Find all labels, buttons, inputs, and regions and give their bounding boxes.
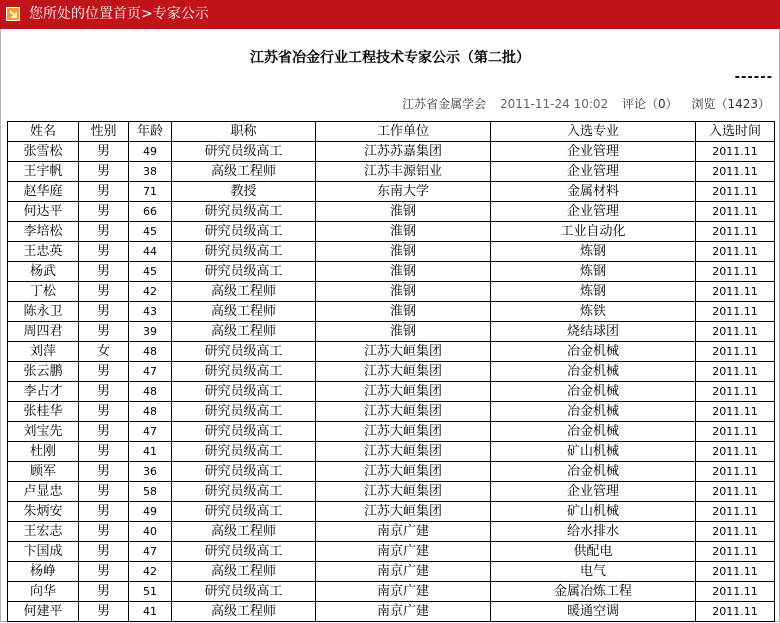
cell-specialty: 暖通空调 bbox=[491, 602, 696, 622]
cell-specialty: 矿山机械 bbox=[491, 442, 696, 462]
cell-title: 高级工程师 bbox=[172, 602, 316, 622]
cell-title: 研究员级高工 bbox=[172, 402, 316, 422]
breadcrumb-bar bbox=[0, 0, 780, 29]
article-meta bbox=[392, 95, 770, 112]
cell-specialty: 冶金机械 bbox=[491, 382, 696, 402]
cell-title: 研究员级高工 bbox=[172, 362, 316, 382]
table-row bbox=[8, 382, 775, 402]
cell-age: 48 bbox=[129, 402, 172, 422]
cell-gender: 男 bbox=[79, 502, 129, 522]
cell-title: 研究员级高工 bbox=[172, 202, 316, 222]
cell-date: 2011.11 bbox=[696, 202, 775, 222]
cell-employer: 江苏大峘集团 bbox=[316, 442, 491, 462]
cell-date: 2011.11 bbox=[696, 522, 775, 542]
cell-date: 2011.11 bbox=[696, 242, 775, 262]
cell-gender: 男 bbox=[79, 142, 129, 162]
cell-name: 周四君 bbox=[8, 322, 79, 342]
cell-gender: 男 bbox=[79, 302, 129, 322]
cell-age: 49 bbox=[129, 142, 172, 162]
cell-date: 2011.11 bbox=[696, 482, 775, 502]
cell-date: 2011.11 bbox=[696, 362, 775, 382]
cell-specialty: 金属冶炼工程 bbox=[491, 582, 696, 602]
cell-title: 高级工程师 bbox=[172, 522, 316, 542]
cell-title: 研究员级高工 bbox=[172, 222, 316, 242]
cell-gender: 男 bbox=[79, 282, 129, 302]
cell-date: 2011.11 bbox=[696, 402, 775, 422]
table-row bbox=[8, 462, 775, 482]
cell-specialty: 炼钢 bbox=[491, 242, 696, 262]
cell-title: 高级工程师 bbox=[172, 302, 316, 322]
cell-title: 研究员级高工 bbox=[172, 582, 316, 602]
cell-gender: 男 bbox=[79, 402, 129, 422]
table-row bbox=[8, 422, 775, 442]
table-row bbox=[8, 322, 775, 342]
cell-gender: 男 bbox=[79, 322, 129, 342]
cell-employer: 东南大学 bbox=[316, 182, 491, 202]
cell-date: 2011.11 bbox=[696, 282, 775, 302]
cell-date: 2011.11 bbox=[696, 462, 775, 482]
cell-name: 何建平 bbox=[8, 602, 79, 622]
cell-age: 38 bbox=[129, 162, 172, 182]
header-gender: 性别 bbox=[79, 122, 129, 142]
cell-specialty: 冶金机械 bbox=[491, 402, 696, 422]
cell-age: 47 bbox=[129, 362, 172, 382]
cell-date: 2011.11 bbox=[696, 322, 775, 342]
cell-title: 教授 bbox=[172, 182, 316, 202]
cell-gender: 男 bbox=[79, 542, 129, 562]
experts-table bbox=[7, 121, 775, 622]
cell-age: 58 bbox=[129, 482, 172, 502]
cell-age: 71 bbox=[129, 182, 172, 202]
cell-title: 高级工程师 bbox=[172, 282, 316, 302]
cell-specialty: 冶金机械 bbox=[491, 422, 696, 442]
table-row bbox=[8, 182, 775, 202]
cell-employer: 淮钢 bbox=[316, 322, 491, 342]
comments-link[interactable]: 评论（0） bbox=[621, 97, 678, 111]
table-row bbox=[8, 582, 775, 602]
cell-name: 王忠英 bbox=[8, 242, 79, 262]
cell-employer: 江苏丰源铝业 bbox=[316, 162, 491, 182]
cell-name: 张桂华 bbox=[8, 402, 79, 422]
cell-age: 51 bbox=[129, 582, 172, 602]
table-row bbox=[8, 342, 775, 362]
cell-specialty: 炼铁 bbox=[491, 302, 696, 322]
cell-name: 王宇帆 bbox=[8, 162, 79, 182]
table-row bbox=[8, 302, 775, 322]
table-row bbox=[8, 522, 775, 542]
cell-employer: 淮钢 bbox=[316, 282, 491, 302]
header-age: 年龄 bbox=[129, 122, 172, 142]
table-row bbox=[8, 282, 775, 302]
cell-age: 39 bbox=[129, 322, 172, 342]
header-specialty: 入选专业 bbox=[491, 122, 696, 142]
arrow-icon bbox=[6, 7, 20, 21]
cell-gender: 女 bbox=[79, 342, 129, 362]
cell-specialty: 矿山机械 bbox=[491, 502, 696, 522]
cell-employer: 江苏大峘集团 bbox=[316, 482, 491, 502]
cell-title: 研究员级高工 bbox=[172, 462, 316, 482]
cell-gender: 男 bbox=[79, 482, 129, 502]
table-row bbox=[8, 262, 775, 282]
cell-gender: 男 bbox=[79, 462, 129, 482]
cell-gender: 男 bbox=[79, 562, 129, 582]
cell-specialty: 冶金机械 bbox=[491, 362, 696, 382]
cell-employer: 江苏大峘集团 bbox=[316, 402, 491, 422]
cell-specialty: 炼钢 bbox=[491, 282, 696, 302]
article-source: 江苏省金属学会 bbox=[402, 97, 487, 111]
cell-employer: 江苏大峘集团 bbox=[316, 502, 491, 522]
cell-employer: 江苏大峘集团 bbox=[316, 462, 491, 482]
table-row bbox=[8, 242, 775, 262]
cell-name: 顾军 bbox=[8, 462, 79, 482]
cell-title: 研究员级高工 bbox=[172, 422, 316, 442]
cell-date: 2011.11 bbox=[696, 562, 775, 582]
cell-gender: 男 bbox=[79, 182, 129, 202]
cell-specialty: 企业管理 bbox=[491, 142, 696, 162]
cell-specialty: 企业管理 bbox=[491, 482, 696, 502]
cell-employer: 江苏大峘集团 bbox=[316, 422, 491, 442]
breadcrumb-home-link[interactable]: 首页 bbox=[113, 6, 141, 22]
cell-employer: 江苏大峘集团 bbox=[316, 382, 491, 402]
cell-age: 40 bbox=[129, 522, 172, 542]
table-row bbox=[8, 542, 775, 562]
cell-name: 李占才 bbox=[8, 382, 79, 402]
cell-employer: 南京广建 bbox=[316, 602, 491, 622]
cell-date: 2011.11 bbox=[696, 442, 775, 462]
cell-title: 研究员级高工 bbox=[172, 142, 316, 162]
cell-gender: 男 bbox=[79, 582, 129, 602]
cell-name: 刘萍 bbox=[8, 342, 79, 362]
cell-name: 丁松 bbox=[8, 282, 79, 302]
cell-name: 杜刚 bbox=[8, 442, 79, 462]
breadcrumb-prefix: 您所处的位置 bbox=[29, 6, 113, 22]
cell-date: 2011.11 bbox=[696, 302, 775, 322]
cell-title: 研究员级高工 bbox=[172, 382, 316, 402]
cell-age: 44 bbox=[129, 242, 172, 262]
cell-gender: 男 bbox=[79, 162, 129, 182]
cell-age: 41 bbox=[129, 602, 172, 622]
cell-age: 45 bbox=[129, 262, 172, 282]
cell-employer: 江苏大峘集团 bbox=[316, 362, 491, 382]
cell-gender: 男 bbox=[79, 202, 129, 222]
cell-name: 张云鹏 bbox=[8, 362, 79, 382]
cell-title: 研究员级高工 bbox=[172, 442, 316, 462]
cell-specialty: 烧结球团 bbox=[491, 322, 696, 342]
cell-date: 2011.11 bbox=[696, 502, 775, 522]
cell-age: 48 bbox=[129, 342, 172, 362]
breadcrumb-separator: > bbox=[141, 6, 153, 22]
cell-date: 2011.11 bbox=[696, 422, 775, 442]
cell-title: 研究员级高工 bbox=[172, 542, 316, 562]
cell-title: 研究员级高工 bbox=[172, 262, 316, 282]
cell-gender: 男 bbox=[79, 442, 129, 462]
table-row bbox=[8, 442, 775, 462]
cell-name: 刘宝先 bbox=[8, 422, 79, 442]
breadcrumb-current[interactable]: 专家公示 bbox=[152, 6, 209, 22]
cell-name: 卢显忠 bbox=[8, 482, 79, 502]
cell-gender: 男 bbox=[79, 242, 129, 262]
cell-age: 42 bbox=[129, 282, 172, 302]
title-dashes: ------ bbox=[734, 70, 773, 85]
cell-gender: 男 bbox=[79, 522, 129, 542]
table-row bbox=[8, 202, 775, 222]
cell-name: 向华 bbox=[8, 582, 79, 602]
cell-gender: 男 bbox=[79, 222, 129, 242]
table-row bbox=[8, 222, 775, 242]
cell-age: 66 bbox=[129, 202, 172, 222]
cell-gender: 男 bbox=[79, 422, 129, 442]
cell-gender: 男 bbox=[79, 602, 129, 622]
cell-date: 2011.11 bbox=[696, 602, 775, 622]
cell-name: 杨峥 bbox=[8, 562, 79, 582]
table-header-row bbox=[8, 122, 775, 142]
views-count: 浏览（1423） bbox=[691, 97, 770, 111]
cell-employer: 淮钢 bbox=[316, 242, 491, 262]
cell-gender: 男 bbox=[79, 382, 129, 402]
cell-specialty: 供配电 bbox=[491, 542, 696, 562]
cell-employer: 淮钢 bbox=[316, 202, 491, 222]
cell-age: 43 bbox=[129, 302, 172, 322]
cell-age: 47 bbox=[129, 422, 172, 442]
cell-name: 李培松 bbox=[8, 222, 79, 242]
cell-date: 2011.11 bbox=[696, 582, 775, 602]
header-employer: 工作单位 bbox=[316, 122, 491, 142]
table-row bbox=[8, 162, 775, 182]
cell-age: 41 bbox=[129, 442, 172, 462]
cell-date: 2011.11 bbox=[696, 542, 775, 562]
cell-specialty: 电气 bbox=[491, 562, 696, 582]
cell-specialty: 企业管理 bbox=[491, 162, 696, 182]
cell-title: 高级工程师 bbox=[172, 322, 316, 342]
header-date: 入选时间 bbox=[696, 122, 775, 142]
cell-age: 42 bbox=[129, 562, 172, 582]
cell-date: 2011.11 bbox=[696, 142, 775, 162]
cell-specialty: 冶金机械 bbox=[491, 462, 696, 482]
cell-specialty: 金属材料 bbox=[491, 182, 696, 202]
cell-date: 2011.11 bbox=[696, 162, 775, 182]
cell-date: 2011.11 bbox=[696, 382, 775, 402]
cell-title: 高级工程师 bbox=[172, 562, 316, 582]
cell-name: 王宏志 bbox=[8, 522, 79, 542]
cell-employer: 淮钢 bbox=[316, 302, 491, 322]
cell-name: 张雪松 bbox=[8, 142, 79, 162]
breadcrumb bbox=[29, 0, 209, 29]
cell-employer: 江苏苏嘉集团 bbox=[316, 142, 491, 162]
cell-name: 陈永卫 bbox=[8, 302, 79, 322]
cell-gender: 男 bbox=[79, 362, 129, 382]
header-title: 职称 bbox=[172, 122, 316, 142]
cell-employer: 南京广建 bbox=[316, 562, 491, 582]
table-row bbox=[8, 502, 775, 522]
cell-specialty: 工业自动化 bbox=[491, 222, 696, 242]
cell-date: 2011.11 bbox=[696, 222, 775, 242]
cell-age: 47 bbox=[129, 542, 172, 562]
table-row bbox=[8, 562, 775, 582]
cell-specialty: 给水排水 bbox=[491, 522, 696, 542]
cell-name: 卞国成 bbox=[8, 542, 79, 562]
cell-age: 45 bbox=[129, 222, 172, 242]
cell-name: 赵华庭 bbox=[8, 182, 79, 202]
table-row bbox=[8, 362, 775, 382]
article-date: 2011-11-24 10:02 bbox=[500, 97, 609, 111]
cell-specialty: 企业管理 bbox=[491, 202, 696, 222]
cell-title: 研究员级高工 bbox=[172, 242, 316, 262]
cell-employer: 南京广建 bbox=[316, 582, 491, 602]
table-row bbox=[8, 602, 775, 622]
cell-employer: 淮钢 bbox=[316, 222, 491, 242]
cell-date: 2011.11 bbox=[696, 342, 775, 362]
cell-age: 49 bbox=[129, 502, 172, 522]
cell-name: 杨武 bbox=[8, 262, 79, 282]
cell-name: 朱炳安 bbox=[8, 502, 79, 522]
cell-title: 研究员级高工 bbox=[172, 342, 316, 362]
table-row bbox=[8, 402, 775, 422]
cell-employer: 江苏大峘集团 bbox=[316, 342, 491, 362]
cell-specialty: 冶金机械 bbox=[491, 342, 696, 362]
cell-age: 36 bbox=[129, 462, 172, 482]
cell-employer: 南京广建 bbox=[316, 522, 491, 542]
article-title: 江苏省冶金行业工程技术专家公示（第二批） bbox=[250, 50, 530, 66]
cell-employer: 南京广建 bbox=[316, 542, 491, 562]
cell-title: 研究员级高工 bbox=[172, 502, 316, 522]
cell-date: 2011.11 bbox=[696, 262, 775, 282]
cell-title: 研究员级高工 bbox=[172, 482, 316, 502]
cell-title: 高级工程师 bbox=[172, 162, 316, 182]
cell-gender: 男 bbox=[79, 262, 129, 282]
cell-employer: 淮钢 bbox=[316, 262, 491, 282]
table-body bbox=[8, 142, 775, 622]
cell-name: 何达平 bbox=[8, 202, 79, 222]
table-row bbox=[8, 482, 775, 502]
table-row bbox=[8, 142, 775, 162]
cell-date: 2011.11 bbox=[696, 182, 775, 202]
cell-specialty: 炼钢 bbox=[491, 262, 696, 282]
cell-age: 48 bbox=[129, 382, 172, 402]
header-name: 姓名 bbox=[8, 122, 79, 142]
